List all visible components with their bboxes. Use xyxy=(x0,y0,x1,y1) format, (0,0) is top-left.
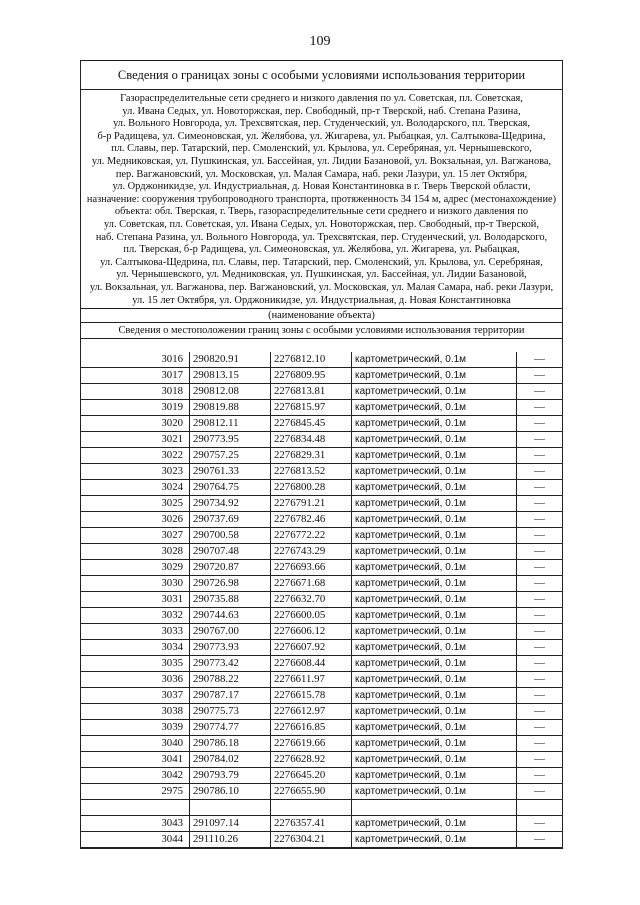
method-cell: картометрический, 0.1м xyxy=(352,560,517,576)
point-number-cell: 3037 xyxy=(81,688,190,704)
x-coordinate-cell: 290767.00 xyxy=(190,624,271,640)
point-number-cell: 3021 xyxy=(81,432,190,448)
note-cell: — xyxy=(517,592,563,608)
y-coordinate-cell: 2276813.52 xyxy=(271,464,352,480)
y-coordinate-cell: 2276815.97 xyxy=(271,400,352,416)
method-cell: картометрический, 0.1м xyxy=(352,368,517,384)
method-cell: картометрический, 0.1м xyxy=(352,432,517,448)
method-cell: картометрический, 0.1м xyxy=(352,384,517,400)
y-coordinate-cell: 2276809.95 xyxy=(271,368,352,384)
table-row xyxy=(81,640,562,656)
object-description-line: Газораспределительные сети среднего и низкого давления по ул. Советская, пл. Советская, xyxy=(120,93,523,104)
method-cell: картометрический, 0.1м xyxy=(352,512,517,528)
x-coordinate-cell: 290788.22 xyxy=(190,672,271,688)
object-description-line: пер. Вагжановский, ул. Московская, ул. Малая Самара, наб. реки Лазури, ул. 15 лет Октября, xyxy=(115,168,528,180)
y-coordinate-cell: 2276772.22 xyxy=(271,528,352,544)
y-coordinate-cell: 2276357.41 xyxy=(271,816,352,832)
method-cell: картометрический, 0.1м xyxy=(352,672,517,688)
table-row xyxy=(81,576,562,592)
note-cell: — xyxy=(517,560,563,576)
method-cell: картометрический, 0.1м xyxy=(352,608,517,624)
point-number-cell: 3022 xyxy=(81,448,190,464)
point-number-cell xyxy=(81,800,190,816)
point-number-cell: 3040 xyxy=(81,736,190,752)
point-number-cell: 3039 xyxy=(81,720,190,736)
table-row xyxy=(81,752,562,768)
note-cell: — xyxy=(517,656,563,672)
table-row xyxy=(81,832,562,848)
x-coordinate-cell: 290812.08 xyxy=(190,384,271,400)
point-number-cell: 3020 xyxy=(81,416,190,432)
note-cell xyxy=(517,800,563,816)
point-number-cell: 3031 xyxy=(81,592,190,608)
y-coordinate-cell xyxy=(271,800,352,816)
x-coordinate-cell: 290784.02 xyxy=(190,752,271,768)
point-number-cell: 3026 xyxy=(81,512,190,528)
x-coordinate-cell: 290700.58 xyxy=(190,528,271,544)
table-row xyxy=(81,816,562,832)
location-title: Сведения о местоположении границ зоны с особыми условиями использования территории xyxy=(81,323,562,339)
note-cell: — xyxy=(517,448,563,464)
object-description-line: наб. Степана Разина, ул. Вольного Новгорода, ул. Трехсвятская, пер. Студенческий, ул. Володарского, xyxy=(95,231,548,243)
note-cell: — xyxy=(517,464,563,480)
table-row xyxy=(81,624,562,640)
x-coordinate-cell: 290761.33 xyxy=(190,464,271,480)
y-coordinate-cell: 2276645.20 xyxy=(271,768,352,784)
x-coordinate-cell: 290726.98 xyxy=(190,576,271,592)
object-description-line: пл. Тверская, б-р Радищева, ул. Симеоновская, ул. Желябова, ул. Жигарева, ул. Рыбацкая, xyxy=(123,244,520,256)
note-cell: — xyxy=(517,624,563,640)
object-description-line: ул. Ивана Седых, ул. Новоторжская, пер. Свободный, пр-т Тверской, наб. Степана Разина, xyxy=(122,105,521,117)
point-number-cell: 3030 xyxy=(81,576,190,592)
object-description-line: ул. Салтыкова-Щедрина, пл. Славы, пер. Татарский, пер. Смоленский, ул. Крылова, ул. Серебряная, xyxy=(100,256,543,268)
x-coordinate-cell: 290786.10 xyxy=(190,784,271,800)
note-cell: — xyxy=(517,608,563,624)
y-coordinate-cell: 2276607.92 xyxy=(271,640,352,656)
note-cell: — xyxy=(517,576,563,592)
x-coordinate-cell: 290720.87 xyxy=(190,560,271,576)
y-coordinate-cell: 2276616.85 xyxy=(271,720,352,736)
object-description-line: ул. Вокзальная, ул. Вагжанова, пер. Вагжановский, ул. Московская, ул. Малая Самара, наб. реки Лазури, xyxy=(89,281,554,293)
y-coordinate-cell: 2276800.28 xyxy=(271,480,352,496)
object-description-line: объекта: обл. Тверская, г. Тверь, газораспределительные сети среднего и низкого давления по xyxy=(114,206,529,218)
method-cell: картометрический, 0.1м xyxy=(352,416,517,432)
y-coordinate-cell: 2276611.97 xyxy=(271,672,352,688)
object-description-line: ул. Чернышевского, ул. Медниковская, ул. Пушкинская, ул. Бассейная, ул. Лидии Базановой, xyxy=(116,269,527,281)
point-number-cell: 3028 xyxy=(81,544,190,560)
method-cell: картометрический, 0.1м xyxy=(352,480,517,496)
x-coordinate-cell: 290786.18 xyxy=(190,736,271,752)
x-coordinate-cell: 290773.93 xyxy=(190,640,271,656)
note-cell: — xyxy=(517,496,563,512)
note-cell: — xyxy=(517,640,563,656)
method-cell: картометрический, 0.1м xyxy=(352,400,517,416)
point-number-cell: 3044 xyxy=(81,832,190,848)
method-cell: картометрический, 0.1м xyxy=(352,832,517,848)
point-number-cell: 3018 xyxy=(81,384,190,400)
table-row xyxy=(81,416,562,432)
note-cell: — xyxy=(517,768,563,784)
y-coordinate-cell: 2276619.66 xyxy=(271,736,352,752)
note-cell: — xyxy=(517,704,563,720)
y-coordinate-cell: 2276782.46 xyxy=(271,512,352,528)
point-number-cell: 3041 xyxy=(81,752,190,768)
table-row xyxy=(81,480,562,496)
method-cell: картометрический, 0.1м xyxy=(352,352,517,368)
table-row xyxy=(81,448,562,464)
x-coordinate-cell: 290774.77 xyxy=(190,720,271,736)
table-row xyxy=(81,704,562,720)
x-coordinate-cell xyxy=(190,800,271,816)
method-cell: картометрический, 0.1м xyxy=(352,496,517,512)
x-coordinate-cell: 290744.63 xyxy=(190,608,271,624)
point-number-cell: 3025 xyxy=(81,496,190,512)
x-coordinate-cell: 290787.17 xyxy=(190,688,271,704)
object-description-line: пл. Славы, пер. Татарский, пер. Смоленский, ул. Крылова, ул. Серебряная, ул. Чернышевского, xyxy=(111,143,532,155)
method-cell xyxy=(352,800,517,816)
point-number-cell: 3023 xyxy=(81,464,190,480)
table-row xyxy=(81,784,562,800)
coordinates-table xyxy=(81,352,562,848)
table-row xyxy=(81,528,562,544)
object-caption: (наименование объекта) xyxy=(81,309,562,323)
note-cell: — xyxy=(517,480,563,496)
point-number-cell: 3036 xyxy=(81,672,190,688)
note-cell: — xyxy=(517,672,563,688)
x-coordinate-cell: 290812.11 xyxy=(190,416,271,432)
table-row xyxy=(81,736,562,752)
table-row xyxy=(81,768,562,784)
table-row xyxy=(81,400,562,416)
point-number-cell: 3035 xyxy=(81,656,190,672)
table-header-spacer xyxy=(81,339,562,352)
note-cell: — xyxy=(517,752,563,768)
y-coordinate-cell: 2276628.92 xyxy=(271,752,352,768)
note-cell: — xyxy=(517,736,563,752)
point-number-cell: 2975 xyxy=(81,784,190,800)
note-cell: — xyxy=(517,528,563,544)
table-row xyxy=(81,352,562,368)
y-coordinate-cell: 2276671.68 xyxy=(271,576,352,592)
section-title: Сведения о границах зоны с особыми условиями использования территории xyxy=(81,61,562,90)
method-cell: картометрический, 0.1м xyxy=(352,544,517,560)
method-cell: картометрический, 0.1м xyxy=(352,688,517,704)
x-coordinate-cell: 290819.88 xyxy=(190,400,271,416)
x-coordinate-cell: 290775.73 xyxy=(190,704,271,720)
point-number-cell: 3043 xyxy=(81,816,190,832)
point-number-cell: 3038 xyxy=(81,704,190,720)
page-number: 109 xyxy=(309,34,331,49)
y-coordinate-cell: 2276743.29 xyxy=(271,544,352,560)
table-row xyxy=(81,432,562,448)
note-cell: — xyxy=(517,384,563,400)
point-number-cell: 3034 xyxy=(81,640,190,656)
x-coordinate-cell: 290737.69 xyxy=(190,512,271,528)
table-row xyxy=(81,720,562,736)
note-cell: — xyxy=(517,784,563,800)
table-row xyxy=(81,688,562,704)
point-number-cell: 3016 xyxy=(81,352,190,368)
method-cell: картометрический, 0.1м xyxy=(352,704,517,720)
note-cell: — xyxy=(517,816,563,832)
table-row xyxy=(81,800,562,816)
x-coordinate-cell: 290707.48 xyxy=(190,544,271,560)
note-cell: — xyxy=(517,544,563,560)
y-coordinate-cell: 2276632.70 xyxy=(271,592,352,608)
object-description-line: б-р Радищева, ул. Симеоновская, ул. Желябова, ул. Жигарева, ул. Рыбацкая, ул. Салтыкова-Щедрина, xyxy=(97,130,546,142)
table-row xyxy=(81,656,562,672)
table-row xyxy=(81,608,562,624)
table-row xyxy=(81,512,562,528)
y-coordinate-cell: 2276834.48 xyxy=(271,432,352,448)
method-cell: картометрический, 0.1м xyxy=(352,464,517,480)
point-number-cell: 3042 xyxy=(81,768,190,784)
object-description-line: ул. Вольного Новгорода, ул. Трехсвятская, пер. Студенческий, ул. Володарского, пл. Тверская, xyxy=(113,118,530,130)
y-coordinate-cell: 2276600.05 xyxy=(271,608,352,624)
note-cell: — xyxy=(517,512,563,528)
point-number-cell: 3033 xyxy=(81,624,190,640)
table-row xyxy=(81,368,562,384)
y-coordinate-cell: 2276606.12 xyxy=(271,624,352,640)
note-cell: — xyxy=(517,688,563,704)
y-coordinate-cell: 2276693.66 xyxy=(271,560,352,576)
table-row xyxy=(81,544,562,560)
y-coordinate-cell: 2276608.44 xyxy=(271,656,352,672)
point-number-cell: 3017 xyxy=(81,368,190,384)
y-coordinate-cell: 2276791.21 xyxy=(271,496,352,512)
point-number-cell: 3027 xyxy=(81,528,190,544)
object-description-line: ул. Медниковская, ул. Пушкинская, ул. Бассейная, ул. Лидии Базановой, ул. Вокзальная, ул. Вагжанова, xyxy=(91,155,552,167)
method-cell: картометрический, 0.1м xyxy=(352,624,517,640)
x-coordinate-cell: 290764.75 xyxy=(190,480,271,496)
y-coordinate-cell: 2276612.97 xyxy=(271,704,352,720)
x-coordinate-cell: 290820.91 xyxy=(190,352,271,368)
method-cell: картометрический, 0.1м xyxy=(352,816,517,832)
method-cell: картометрический, 0.1м xyxy=(352,528,517,544)
x-coordinate-cell: 290773.42 xyxy=(190,656,271,672)
table-row xyxy=(81,464,562,480)
note-cell: — xyxy=(517,368,563,384)
note-cell: — xyxy=(517,432,563,448)
note-cell: — xyxy=(517,832,563,848)
point-number-cell: 3024 xyxy=(81,480,190,496)
x-coordinate-cell: 290757.25 xyxy=(190,448,271,464)
y-coordinate-cell: 2276304.21 xyxy=(271,832,352,848)
object-description-line: ул. Советская, пл. Советская, ул. Ивана Седых, ул. Новоторжская, пер. Свободный, пр-т Тверской, xyxy=(104,218,539,230)
note-cell: — xyxy=(517,416,563,432)
point-number-cell: 3029 xyxy=(81,560,190,576)
x-coordinate-cell: 290773.95 xyxy=(190,432,271,448)
table-row xyxy=(81,384,562,400)
method-cell: картометрический, 0.1м xyxy=(352,448,517,464)
method-cell: картометрический, 0.1м xyxy=(352,592,517,608)
y-coordinate-cell: 2276845.45 xyxy=(271,416,352,432)
object-description-line: назначение: сооружения трубопроводного транспорта, протяженность 34 154 м, адрес (местонахождение) xyxy=(86,193,557,205)
note-cell: — xyxy=(517,720,563,736)
table-row xyxy=(81,560,562,576)
table-row xyxy=(81,672,562,688)
y-coordinate-cell: 2276813.81 xyxy=(271,384,352,400)
y-coordinate-cell: 2276829.31 xyxy=(271,448,352,464)
x-coordinate-cell: 290793.79 xyxy=(190,768,271,784)
y-coordinate-cell: 2276615.78 xyxy=(271,688,352,704)
method-cell: картометрический, 0.1м xyxy=(352,640,517,656)
method-cell: картометрический, 0.1м xyxy=(352,656,517,672)
note-cell: — xyxy=(517,400,563,416)
y-coordinate-cell: 2276812.10 xyxy=(271,352,352,368)
x-coordinate-cell: 291097.14 xyxy=(190,816,271,832)
point-number-cell: 3032 xyxy=(81,608,190,624)
x-coordinate-cell: 290813.15 xyxy=(190,368,271,384)
x-coordinate-cell: 290735.88 xyxy=(190,592,271,608)
point-number-cell: 3019 xyxy=(81,400,190,416)
document-frame xyxy=(80,60,563,849)
object-description xyxy=(81,90,562,309)
method-cell: картометрический, 0.1м xyxy=(352,720,517,736)
x-coordinate-cell: 291110.26 xyxy=(190,832,271,848)
table-row xyxy=(81,592,562,608)
object-description-line: ул. Орджоникидзе, ул. Индустриальная, д. Новая Константиновка в г. Тверь Тверской области, xyxy=(112,181,531,193)
method-cell: картометрический, 0.1м xyxy=(352,752,517,768)
object-description-line: ул. 15 лет Октября, ул. Орджоникидзе, ул. Индустриальная, д. Новая Константиновка xyxy=(132,294,511,306)
method-cell: картометрический, 0.1м xyxy=(352,576,517,592)
y-coordinate-cell: 2276655.90 xyxy=(271,784,352,800)
x-coordinate-cell: 290734.92 xyxy=(190,496,271,512)
table-row xyxy=(81,496,562,512)
method-cell: картометрический, 0.1м xyxy=(352,784,517,800)
note-cell: — xyxy=(517,352,563,368)
method-cell: картометрический, 0.1м xyxy=(352,768,517,784)
method-cell: картометрический, 0.1м xyxy=(352,736,517,752)
